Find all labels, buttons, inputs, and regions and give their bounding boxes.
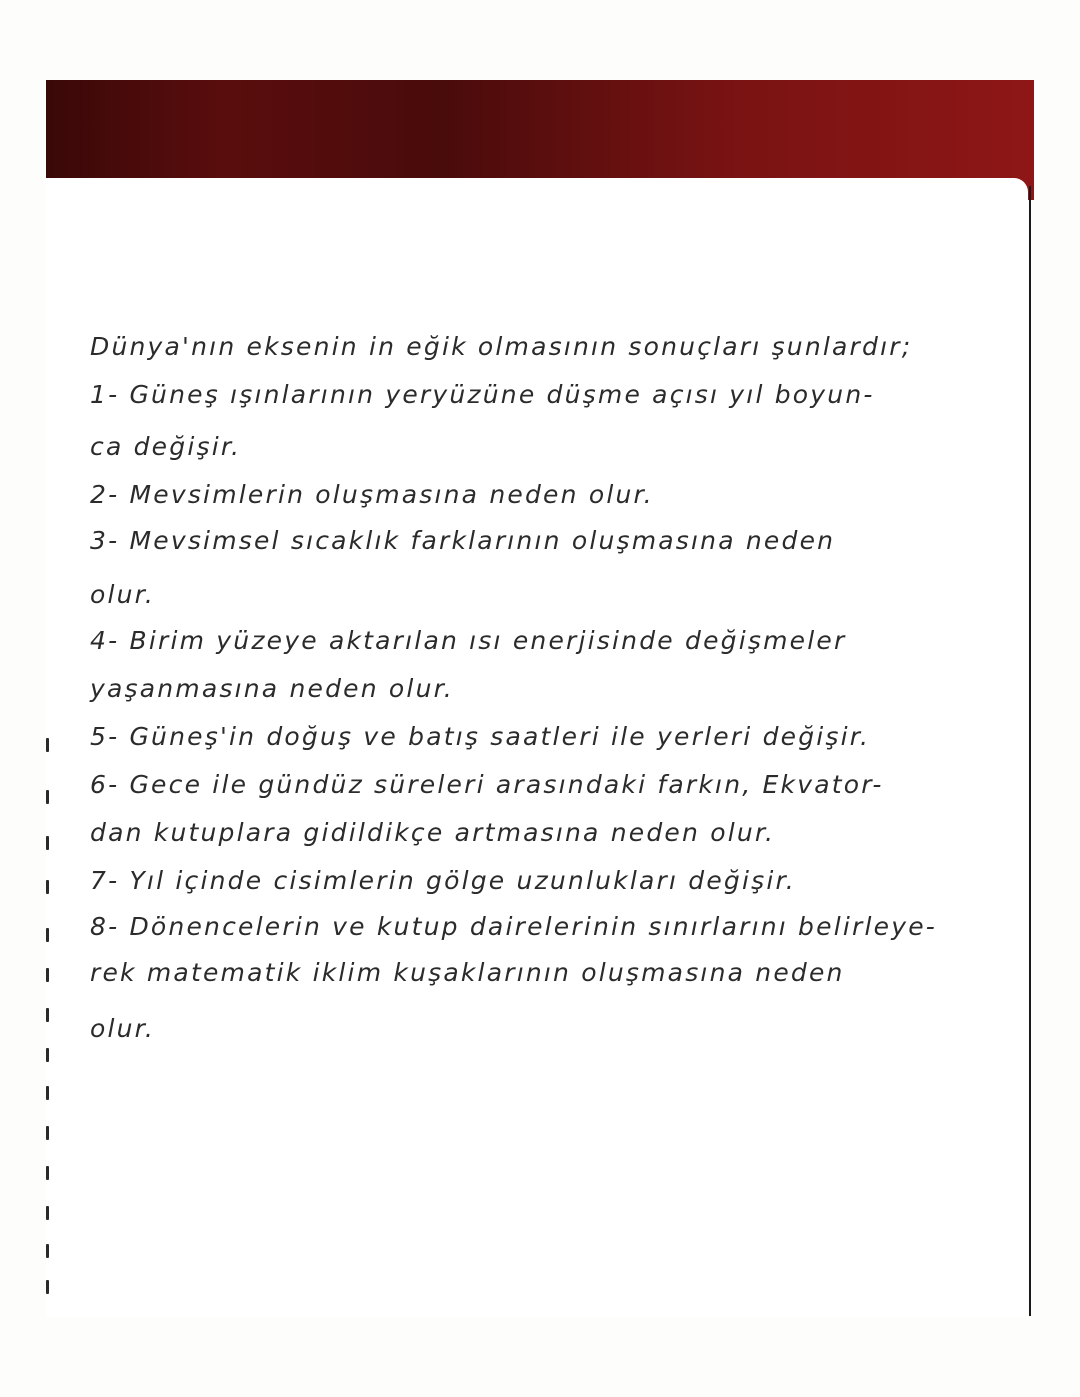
binding-mark — [46, 790, 49, 804]
note-line: yaşanmasına neden olur. — [90, 674, 454, 703]
note-line: 8- Dönencelerin ve kutup dairelerinin sınırlarını belirleye- — [90, 912, 938, 941]
binding-mark — [46, 1086, 49, 1100]
note-line: 3- Mevsimsel sıcaklık farklarının oluşmasına neden — [90, 526, 836, 555]
note-line: 6- Gece ile gündüz süreleri arasındaki farkın, Ekvator- — [90, 770, 884, 799]
note-line: rek matematik iklim kuşaklarının oluşmasına neden — [90, 958, 845, 987]
binding-mark — [46, 1280, 49, 1294]
binding-mark — [46, 1206, 49, 1220]
binding-mark — [46, 1126, 49, 1140]
note-line: dan kutuplara gidildikçe artmasına neden olur. — [90, 818, 776, 847]
note-line: 1- Güneş ışınlarının yeryüzüne düşme açısı yıl boyun- — [90, 380, 875, 409]
binding-mark — [46, 1166, 49, 1180]
binding-mark — [46, 880, 49, 894]
binding-mark — [46, 836, 49, 850]
note-line: 2- Mevsimlerin oluşmasına neden olur. — [90, 480, 654, 509]
page-edge — [1029, 186, 1031, 1316]
note-line: 4- Birim yüzeye aktarılan ısı enerjisinde değişmeler — [90, 626, 847, 655]
note-line-title: Dünya'nın eksenin in eğik olmasının sonuçları şunlardır; — [90, 332, 913, 361]
note-line: 5- Güneş'in doğuş ve batış saatleri ile yerleri değişir. — [90, 722, 871, 751]
note-line: olur. — [90, 580, 156, 609]
binding-mark — [46, 968, 49, 982]
binding-mark — [46, 1008, 49, 1022]
note-line: olur. — [90, 1014, 156, 1043]
binding-mark — [46, 928, 49, 942]
note-line: 7- Yıl içinde cisimlerin gölge uzunlukları değişir. — [90, 866, 796, 895]
binding-mark — [46, 1048, 49, 1062]
binding-mark — [46, 738, 49, 752]
note-line: ca değişir. — [90, 432, 242, 461]
binding-mark — [46, 1244, 49, 1258]
